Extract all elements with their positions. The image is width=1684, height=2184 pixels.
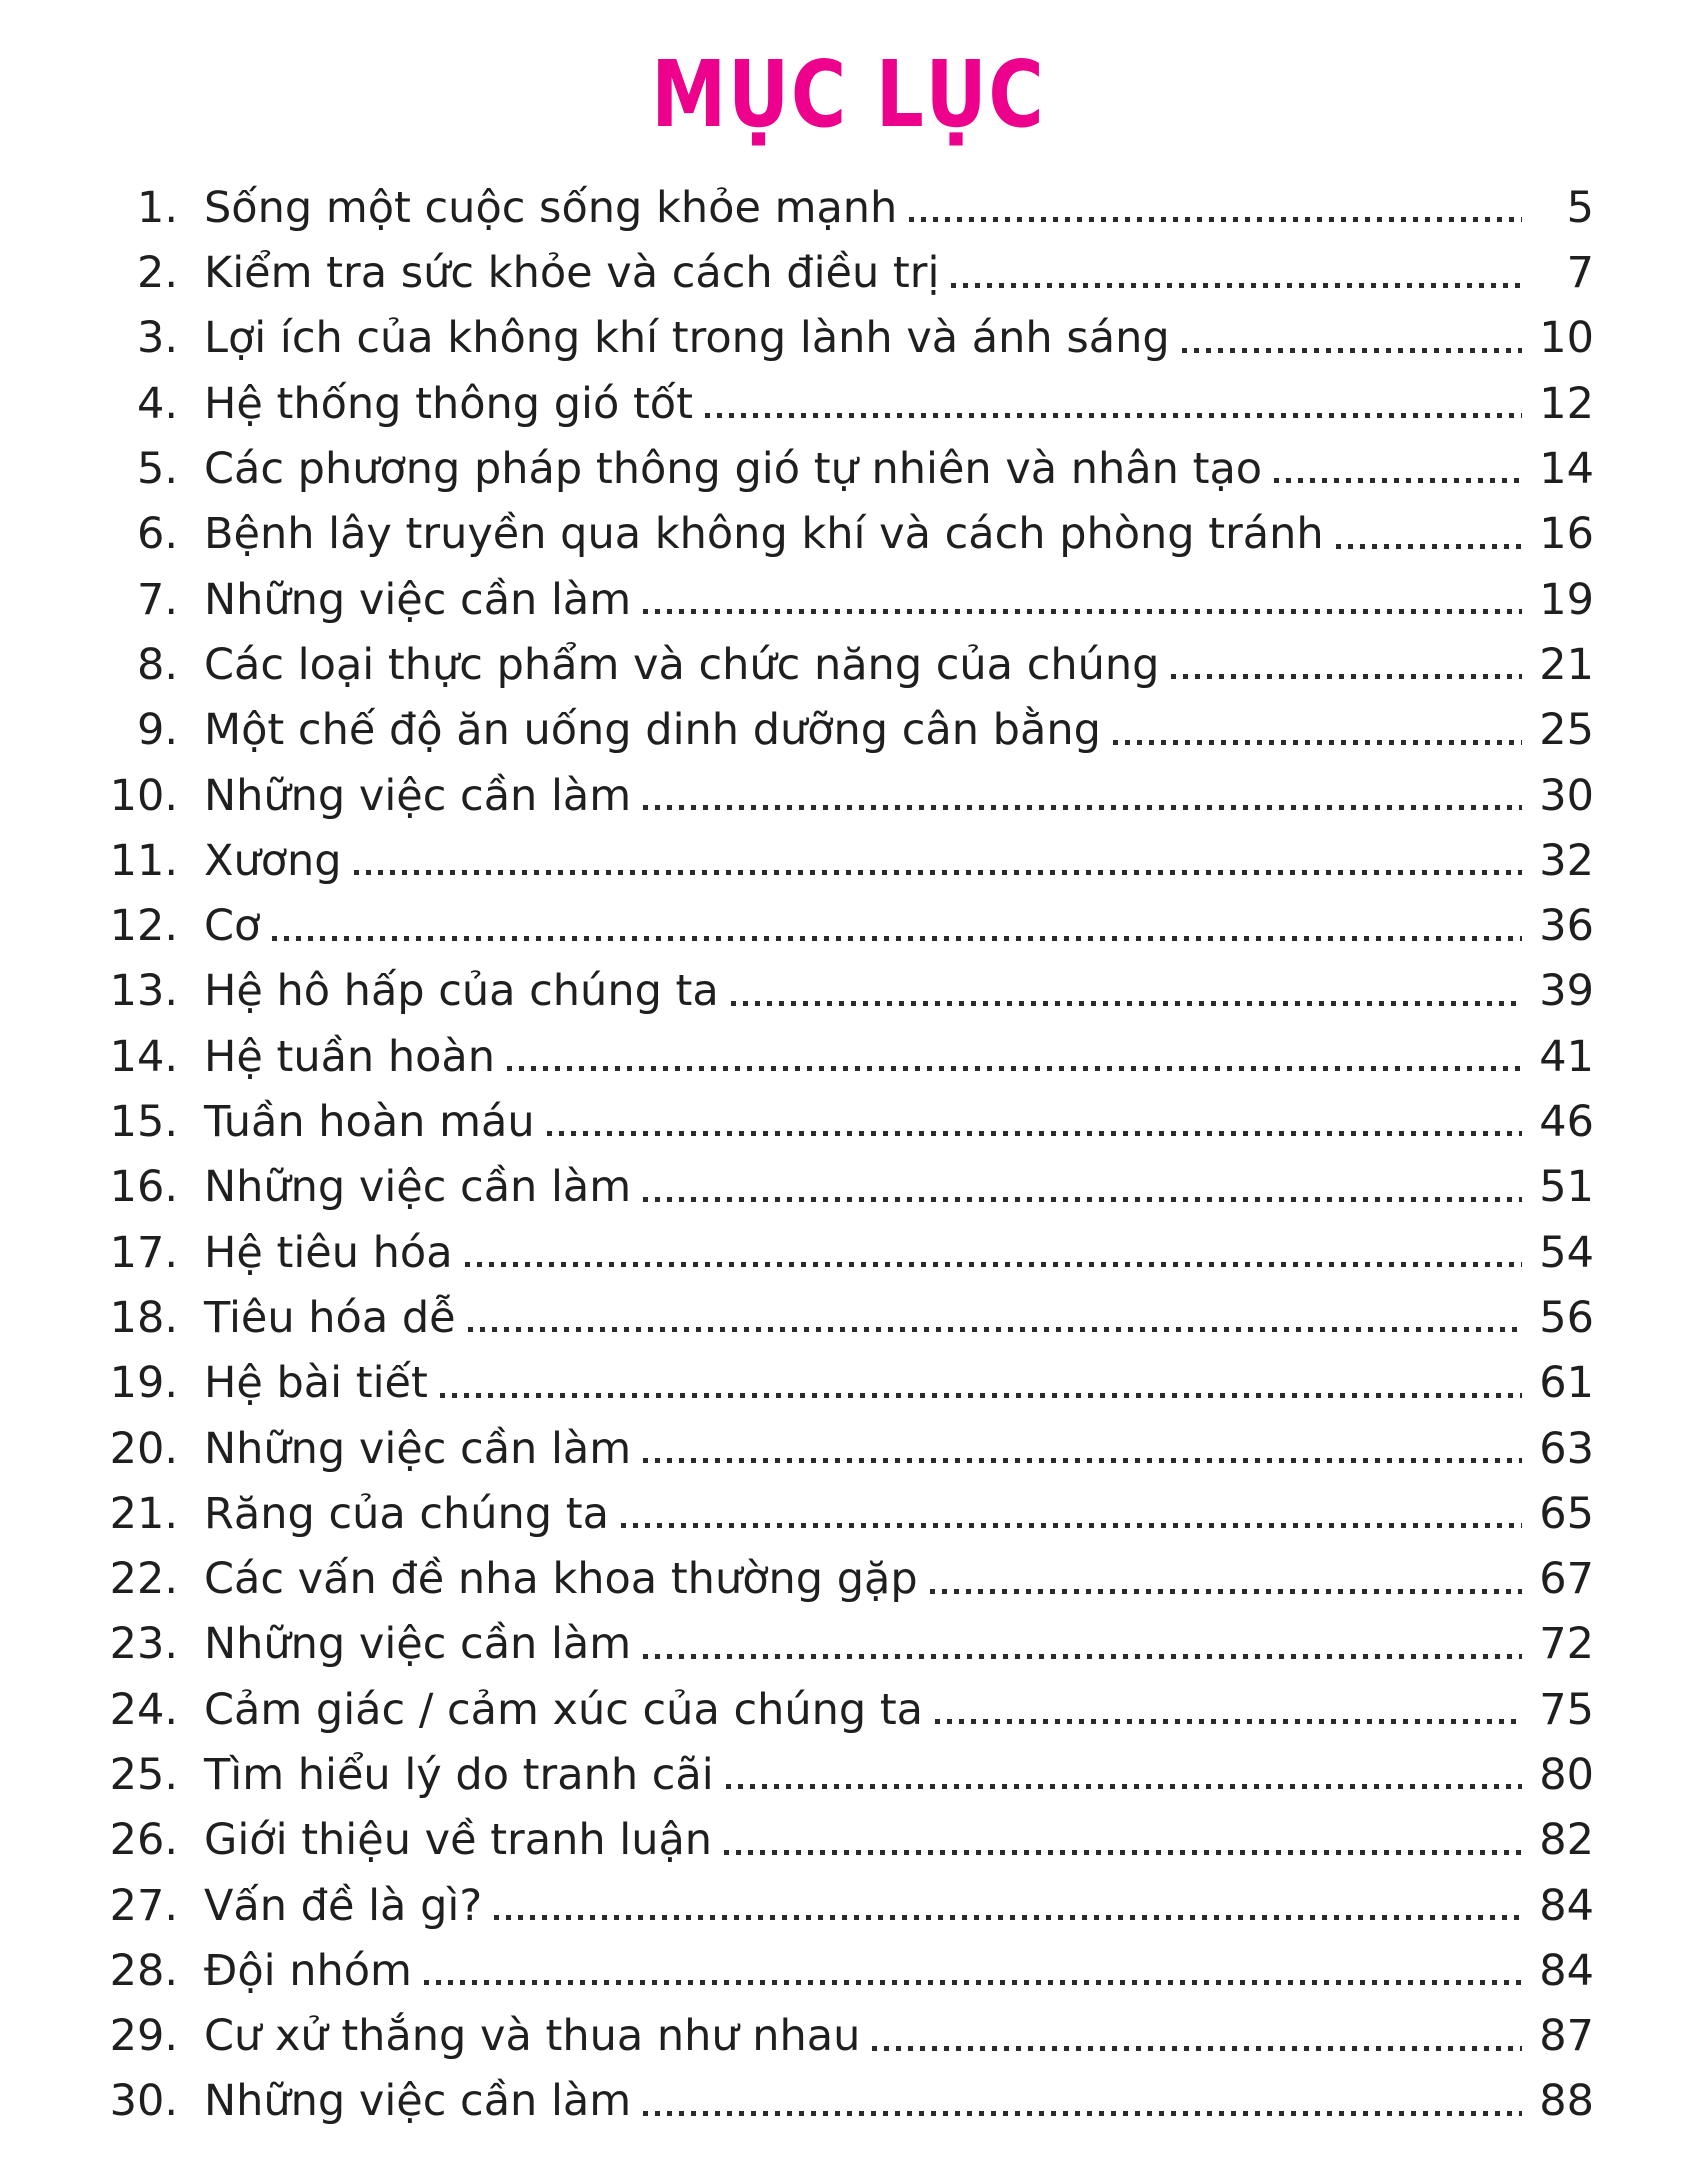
toc-leader-dots: [468, 1327, 1522, 1332]
toc-leader-dots: [705, 413, 1522, 418]
toc-entry: [92, 1537, 1594, 1605]
toc-entry-number: 22.: [109, 1554, 178, 1605]
toc-entry-page: 51: [1539, 1162, 1594, 1213]
toc-entry-title: Đội nhóm: [204, 1945, 412, 1996]
toc-entry-page: 67: [1539, 1554, 1594, 1605]
toc-entry-page: 54: [1539, 1227, 1594, 1278]
toc-entry-page: 36: [1539, 901, 1594, 952]
toc-entry-number: 14.: [109, 1031, 178, 1082]
toc-leader-dots: [643, 1197, 1522, 1202]
toc-entry-title: Sống một cuộc sống khỏe mạnh: [204, 182, 898, 233]
toc-entry-title: Những việc cần làm: [204, 1162, 632, 1213]
toc-entry-number: 28.: [109, 1945, 178, 1996]
toc-entry-number: 20.: [109, 1423, 178, 1474]
toc-entry: [92, 297, 1594, 362]
toc-entry: [92, 884, 1594, 952]
toc-entry-title: Những việc cần làm: [204, 2076, 632, 2127]
toc-entry-title: Cảm giác / cảm xúc của chúng ta: [204, 1684, 924, 1735]
toc-leader-dots: [1182, 348, 1522, 353]
toc-entry: [92, 166, 1594, 231]
toc-entry-number: 9.: [136, 705, 178, 756]
toc-entry: [92, 1341, 1594, 1409]
toc-entry: [92, 2060, 1594, 2125]
toc-entry-number: 23.: [109, 1619, 178, 1670]
toc-entry-number: 7.: [136, 574, 178, 625]
toc-entry-number: 5.: [136, 444, 178, 495]
toc-entry-page: 25: [1539, 705, 1594, 756]
toc-leader-dots: [724, 1850, 1522, 1855]
toc-entry-number: 17.: [109, 1227, 178, 1278]
toc-entry-page: 65: [1539, 1488, 1594, 1539]
toc-entry-number: 21.: [109, 1488, 178, 1539]
toc-entry: [92, 1080, 1594, 1148]
toc-entry-page: 7: [1566, 248, 1594, 299]
toc-leader-dots: [643, 2111, 1522, 2116]
toc-leader-dots: [1336, 544, 1522, 549]
toc-entry: [92, 688, 1594, 756]
toc-entry: [92, 1929, 1594, 1994]
toc-entry-page: 30: [1539, 770, 1594, 821]
toc-leader-dots: [726, 1784, 1522, 1789]
toc-entry-page: 80: [1539, 1749, 1594, 1800]
toc-entry-title: Giới thiệu về tranh luận: [204, 1815, 713, 1866]
toc-entry: [92, 950, 1594, 1015]
toc-entry: [92, 754, 1594, 819]
toc-entry-number: 8.: [136, 639, 178, 690]
toc-entry-title: Các phương pháp thông gió tự nhiên và nhân tạo: [204, 444, 1263, 495]
toc-entry-title: Các vấn đề nha khoa thường gặp: [204, 1554, 918, 1605]
toc-entry: [92, 1994, 1594, 2062]
toc-entry-title: Tìm hiểu lý do tranh cãi: [204, 1749, 714, 1800]
toc-entry-page: 5: [1566, 182, 1594, 233]
toc-entry-page: 61: [1539, 1358, 1594, 1409]
toc-entry-number: 30.: [109, 2076, 178, 2127]
toc-entry-title: Hệ hô hấp của chúng ta: [204, 966, 719, 1017]
toc-entry-title: Tuần hoàn máu: [204, 1097, 535, 1148]
toc-entry: [92, 492, 1594, 560]
toc-entry-title: Cơ: [204, 901, 261, 952]
toc-entry-title: Một chế độ ăn uống dinh dưỡng cân bằng: [204, 705, 1101, 756]
toc-leader-dots: [1274, 478, 1522, 483]
toc-leader-dots: [872, 2046, 1522, 2051]
toc-entry-title: Vấn đề là gì?: [204, 1880, 483, 1931]
toc-entry-number: 1.: [136, 182, 178, 233]
toc-entry-number: 27.: [109, 1880, 178, 1931]
toc-entry: [92, 427, 1594, 495]
toc-leader-dots: [643, 1654, 1522, 1659]
toc-entry-page: 41: [1539, 1031, 1594, 1082]
toc-entry-title: Các loại thực phẩm và chức năng của chúng: [204, 639, 1160, 690]
toc-entry-title: Lợi ích của không khí trong lành và ánh sáng: [204, 313, 1170, 364]
toc-entry-title: Răng của chúng ta: [204, 1488, 609, 1539]
toc-entry-title: Hệ thống thông gió tốt: [204, 378, 693, 429]
toc-leader-dots: [440, 1393, 1522, 1398]
toc-leader-dots: [909, 217, 1522, 222]
toc-leader-dots: [354, 870, 1522, 875]
toc-leader-dots: [1171, 674, 1522, 679]
toc-entry-title: Xương: [204, 835, 342, 886]
toc-entry-title: Những việc cần làm: [204, 1423, 632, 1474]
toc-entry-page: 84: [1539, 1945, 1594, 1996]
toc-entry-page: 14: [1539, 444, 1594, 495]
toc-entry-number: 6.: [136, 509, 178, 560]
toc-entry-title: Những việc cần làm: [204, 574, 632, 625]
toc-entry: [92, 1472, 1594, 1537]
toc-entry-page: 32: [1539, 835, 1594, 886]
toc-entry: [92, 1407, 1594, 1472]
toc-leader-dots: [1113, 740, 1522, 745]
toc-entry-page: 16: [1539, 509, 1594, 560]
page-title-wrap: [12, 36, 1684, 152]
toc-entry-title: Hệ tuần hoàn: [204, 1031, 496, 1082]
toc-entry-page: 21: [1539, 639, 1594, 690]
toc-entry-page: 56: [1539, 1292, 1594, 1343]
toc-entry: [92, 623, 1594, 688]
toc-leader-dots: [621, 1523, 1522, 1528]
page-title: MỤC LỤC: [650, 40, 1046, 148]
toc-list: [92, 166, 1594, 2125]
toc-entry-page: 88: [1539, 2076, 1594, 2127]
toc-entry-page: 75: [1539, 1684, 1594, 1735]
toc-entry: [92, 1015, 1594, 1080]
toc-leader-dots: [935, 1719, 1522, 1724]
toc-entry-page: 87: [1539, 2011, 1594, 2062]
toc-entry-page: 72: [1539, 1619, 1594, 1670]
toc-leader-dots: [930, 1589, 1522, 1594]
toc-entry-page: 12: [1539, 378, 1594, 429]
toc-entry-page: 46: [1539, 1097, 1594, 1148]
toc-entry-number: 25.: [109, 1749, 178, 1800]
toc-entry: [92, 1145, 1594, 1213]
toc-entry-number: 4.: [136, 378, 178, 429]
toc-entry-number: 16.: [109, 1162, 178, 1213]
toc-leader-dots: [643, 1458, 1522, 1463]
toc-entry: [92, 1733, 1594, 1798]
toc-leader-dots: [507, 1066, 1522, 1071]
toc-entry-number: 18.: [109, 1292, 178, 1343]
toc-entry-number: 10.: [109, 770, 178, 821]
toc-leader-dots: [951, 283, 1522, 288]
toc-entry-number: 12.: [109, 901, 178, 952]
toc-leader-dots: [272, 936, 1522, 941]
toc-entry-title: Cư xử thắng và thua như nhau: [204, 2011, 861, 2062]
toc-entry-number: 24.: [109, 1684, 178, 1735]
toc-entry-number: 13.: [109, 966, 178, 1017]
toc-entry-number: 3.: [136, 313, 178, 364]
toc-entry-number: 11.: [109, 835, 178, 886]
toc-entry-page: 82: [1539, 1815, 1594, 1866]
toc-entry-title: Những việc cần làm: [204, 1619, 632, 1670]
toc-entry: [92, 1864, 1594, 1929]
toc-entry-title: Bệnh lây truyền qua không khí và cách phòng tránh: [204, 509, 1324, 560]
toc-leader-dots: [643, 609, 1522, 614]
toc-entry: [92, 231, 1594, 299]
toc-entry-title: Tiêu hóa dễ: [204, 1292, 456, 1343]
toc-entry-number: 26.: [109, 1815, 178, 1866]
toc-entry-page: 84: [1539, 1880, 1594, 1931]
toc-entry: [92, 1276, 1594, 1341]
toc-leader-dots: [731, 1001, 1522, 1006]
toc-entry-number: 2.: [136, 248, 178, 299]
toc-entry-number: 29.: [109, 2011, 178, 2062]
toc-entry: [92, 819, 1594, 884]
toc-entry-title: Hệ tiêu hóa: [204, 1227, 453, 1278]
toc-entry-page: 19: [1539, 574, 1594, 625]
toc-entry-page: 10: [1539, 313, 1594, 364]
toc-leader-dots: [465, 1262, 1522, 1267]
toc-entry-number: 19.: [109, 1358, 178, 1409]
toc-entry: [92, 1603, 1594, 1668]
toc-entry-title: Những việc cần làm: [204, 770, 632, 821]
toc-entry: [92, 1668, 1594, 1733]
toc-entry-page: 63: [1539, 1423, 1594, 1474]
toc-entry: [92, 362, 1594, 427]
toc-entry-page: 39: [1539, 966, 1594, 1017]
toc-leader-dots: [494, 1915, 1522, 1920]
toc-entry-number: 15.: [109, 1097, 178, 1148]
toc-leader-dots: [424, 1980, 1522, 1985]
toc-entry-title: Hệ bài tiết: [204, 1358, 428, 1409]
toc-entry: [92, 1211, 1594, 1276]
toc-entry: [92, 558, 1594, 623]
toc-entry-title: Kiểm tra sức khỏe và cách điều trị: [204, 248, 940, 299]
toc-leader-dots: [547, 1131, 1522, 1136]
toc-leader-dots: [643, 805, 1522, 810]
toc-entry: [92, 1798, 1594, 1866]
